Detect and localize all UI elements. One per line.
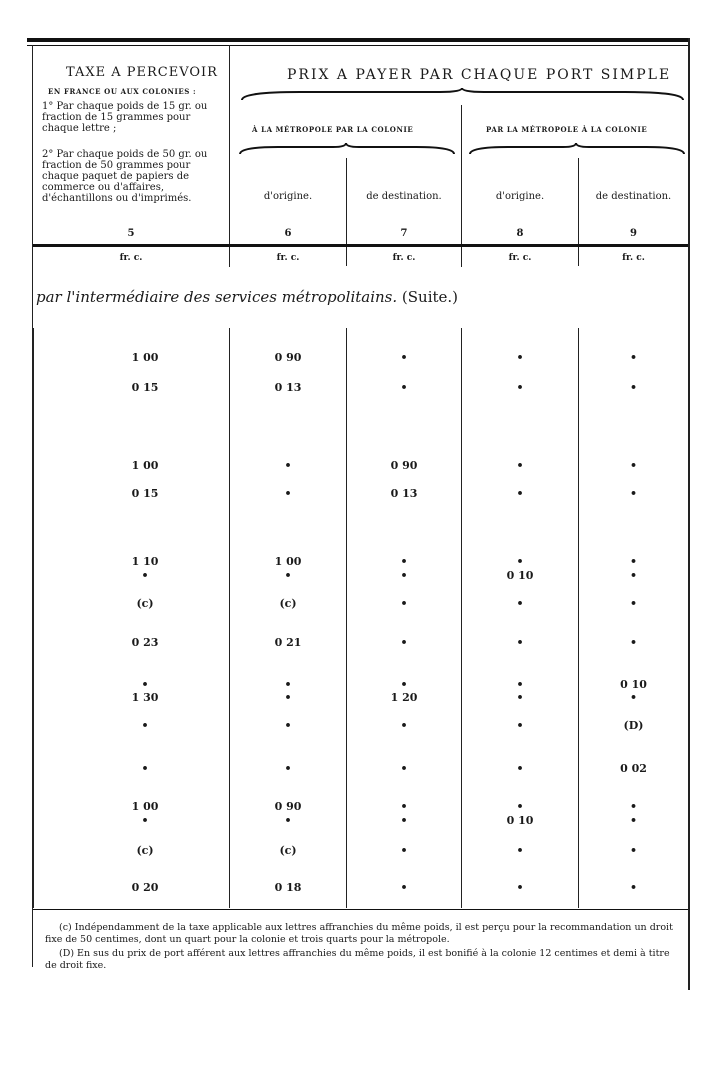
cell-r4-c9: • [629,555,638,568]
cell-r6-c9: • [629,597,638,610]
cell-r14-c7: • [400,844,408,857]
cell-r6-c8: • [516,597,524,610]
cell-r13-c6: • [284,814,292,827]
cell-r12-c8: • [516,800,524,813]
cell-r11-c5: • [141,762,149,775]
cell-r9-c8: • [516,691,524,704]
cell-r1-c7: • [400,381,408,394]
cell-r13-c7: • [400,814,408,827]
cell-r11-c7: • [400,762,408,775]
cell-r14-c5: (c) [136,844,154,857]
cell-r0-c7: • [400,351,408,364]
cell-r12-c5: 1 00 [131,800,159,813]
cell-r6-c5: (c) [136,597,154,610]
cell-r10-c5: • [141,719,149,732]
cell-r4-c5: 1 10 [131,555,159,568]
cell-r3-c6: • [284,487,292,500]
cell-r0-c9: • [629,351,638,364]
cell-r4-c6: 1 00 [274,555,302,568]
sub-left-brace [238,143,458,157]
sub-right-title: PAR LA MÉTROPOLE À LA COLONIE [486,125,648,134]
cell-r2-c9: • [629,459,638,472]
cell-r6-c6: (c) [279,597,297,610]
caption-roman: (Suite.) [397,288,459,306]
col5-unit: fr. c. [119,253,143,263]
footnote-c: (c) Indépendamment de la taxe applicable aux lettres affranchies du même poids, il est perçu pour la recommandation un droit fixe de 50 centimes, dont un quart pour la colonie et trois quarts pour la métropole. [45,922,673,945]
footnote-rule [33,909,688,910]
col6-label: d'origine. [263,191,313,202]
cell-r9-c7: 1 20 [390,691,418,704]
col5-title: TAXE A PERCEVOIR [66,65,218,80]
col7-label: de destination. [366,191,442,202]
group-title: PRIX A PAYER PAR CHAQUE PORT SIMPLE [287,67,672,83]
header-bottom-rule [33,244,688,247]
col6-unit: fr. c. [276,253,300,263]
cell-r7-c7: • [400,636,408,649]
cell-r7-c8: • [516,636,524,649]
cell-r2-c8: • [516,459,524,472]
cell-r8-c8: • [516,678,524,691]
col8-number: 8 [516,228,524,239]
group-brace [240,88,685,104]
cell-r5-c9: • [629,569,638,582]
cell-r15-c9: • [629,881,638,894]
cell-r8-c9: 0 10 [620,678,647,691]
col6-number: 6 [284,228,292,239]
cell-r11-c8: • [516,762,524,775]
col-sep-7-8 [461,105,462,267]
top-double-rule [27,38,689,42]
col8-label: d'origine. [495,191,545,202]
col9-number: 9 [630,228,637,239]
col8-unit: fr. c. [508,253,532,263]
cell-r14-c9: • [629,844,638,857]
cell-r13-c9: • [629,814,638,827]
footnote-d: (D) En sus du prix de port afférent aux lettres affranchies du même poids, il est bonifié à la colonie 12 centimes et demi à titre de droit fixe. [45,948,670,971]
cell-r5-c8: 0 10 [506,569,534,582]
cell-r10-c9: (D) [623,719,644,732]
cell-r13-c5: • [141,814,149,827]
cell-r1-c9: • [629,381,638,394]
cell-r0-c8: • [516,351,524,364]
cell-r15-c8: • [516,881,524,894]
cell-r12-c7: • [400,800,408,813]
cell-r13-c8: 0 10 [506,814,534,827]
cell-r1-c8: • [516,381,524,394]
cell-r8-c7: • [400,678,408,691]
cell-r8-c5: • [141,678,149,691]
cell-r8-c6: • [284,678,292,691]
cell-r3-c9: • [629,487,638,500]
cell-r10-c7: • [400,719,408,732]
cell-r0-c5: 1 00 [131,351,159,364]
cell-r2-c5: 1 00 [131,459,159,472]
section-caption [36,290,458,305]
caption-italic: par l'intermédiaire des services métropolitains. [36,288,398,306]
cell-r7-c6: 0 21 [274,636,302,649]
cell-r9-c6: • [284,691,292,704]
col-sep-8-9 [578,158,579,266]
cell-r9-c9: • [629,691,638,704]
cell-r2-c7: 0 90 [390,459,418,472]
col5-item1: 1° Par chaque poids de 15 gr. ou fraction de 15 grammes pour chaque lettre ; [42,101,208,134]
cell-r3-c8: • [516,487,524,500]
cell-r3-c5: 0 15 [131,487,159,500]
cell-r0-c6: 0 90 [274,351,302,364]
cell-r4-c7: • [400,555,408,568]
cell-r12-c6: 0 90 [274,800,302,813]
cell-r7-c5: 0 23 [131,636,159,649]
cell-r9-c5: 1 30 [131,691,159,704]
cell-r5-c5: • [141,569,149,582]
cell-r1-c6: 0 13 [274,381,302,394]
cell-r15-c6: 0 18 [274,881,302,894]
cell-r15-c5: 0 20 [131,881,159,894]
cell-r7-c9: • [629,636,638,649]
body-col-line-a [33,328,34,908]
sub-left-title: À LA MÉTROPOLE PAR LA COLONIE [252,125,414,134]
cell-r3-c7: 0 13 [390,487,418,500]
cell-r1-c5: 0 15 [131,381,159,394]
cell-r11-c9: 0 02 [620,762,647,775]
cell-r14-c6: (c) [279,844,297,857]
top-thin-rule [27,45,689,46]
cell-r4-c8: • [516,555,524,568]
cell-r2-c6: • [284,459,292,472]
frame-right-line [688,38,690,990]
col-sep-6-7 [346,158,347,266]
cell-r6-c7: • [400,597,408,610]
col5-item2: 2° Par chaque poids de 50 gr. ou fraction de 50 grammes pour chaque paquet de papiers de commerce ou d'affaires, d'échantillons ou d'imprimés. [42,149,208,204]
cell-r15-c7: • [400,881,408,894]
col9-unit: fr. c. [622,253,645,263]
col7-unit: fr. c. [392,253,416,263]
cell-r10-c8: • [516,719,524,732]
cell-r10-c6: • [284,719,292,732]
col7-number: 7 [400,228,408,239]
cell-r5-c7: • [400,569,408,582]
col5-subtitle: EN FRANCE OU AUX COLONIES : [48,87,197,96]
cell-r14-c8: • [516,844,524,857]
col9-label: de destination. [595,191,672,202]
sub-right-brace [468,143,688,157]
cell-r11-c6: • [284,762,292,775]
col5-number: 5 [127,228,135,239]
cell-r5-c6: • [284,569,292,582]
cell-r12-c9: • [629,800,638,813]
